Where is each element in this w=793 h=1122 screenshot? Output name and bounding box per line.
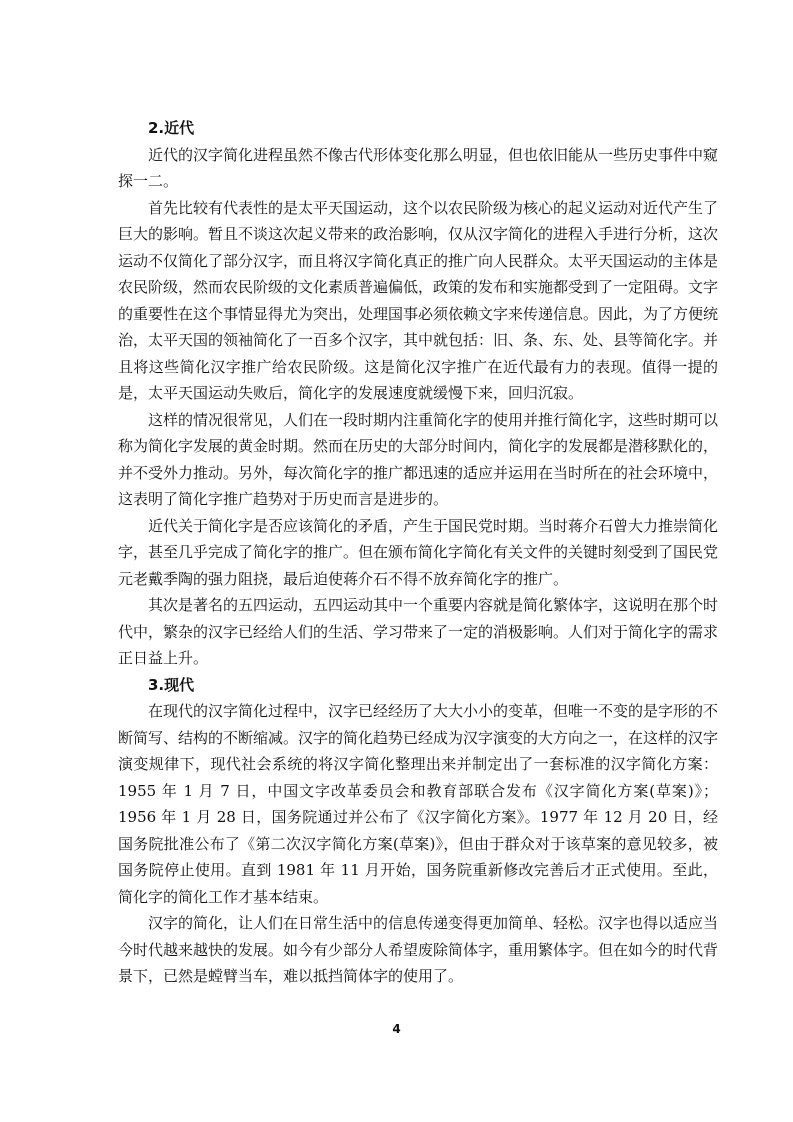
- page-content: [118, 115, 718, 990]
- section-heading-modern-era: 2.近代: [148, 119, 195, 137]
- paragraph: 首先比较有代表性的是太平天国运动，这个以农民阶级为核心的起义运动对近代产生了巨大的影响。暂且不谈这次起义带来的政治影响，仅从汉字简化的进程入手进行分析，这次运动不仅简化了部分汉字，而且将汉字简化真正的推广向人民群众。太平天国运动的主体是农民阶级，然而农民阶级的文化素质普遍偏低，政策的发布和实施都受到了一定阻碍。文字的重要性在这个事情显得尤为突出，处理国事必须依赖文字来传递信息。因此，为了方便统治，太平天国的领袖简化了一百多个汉字，其中就包括：旧、条、东、处、县等简化字。并且将这些简化汉字推广给农民阶级。这是简化汉字推广在近代最有力的表现。值得一提的是，太平天国运动失败后，简化字的发展速度就缓慢下来，回归沉寂。: [118, 198, 719, 402]
- section-heading-contemporary-era: 3.现代: [148, 675, 195, 694]
- page-number: 4: [392, 1022, 401, 1036]
- paragraph: 近代的汉字简化进程虽然不像古代形体变化那么明显，但也依旧能从一些历史事件中窥探一二。: [118, 145, 719, 190]
- paragraph: 近代关于简化字是否应该简化的矛盾，产生于国民党时期。当时蒋介石曾大力推崇简化字，甚至几乎完成了简化字的推广。但在颁布简化字简化有关文件的关键时刻受到了国民党元老戴季陶的强力阻挠，最后迫使蒋介石不得不放弃简化字的推广。: [118, 516, 719, 588]
- paragraph: 这样的情况很常见，人们在一段时期内注重简化字的使用并推行简化字，这些时期可以称为简化字发展的黄金时期。然而在历史的大部分时间内，简化字的发展都是潜移默化的，并不受外力推动。另外，每次简化字的推广都迅速的适应并运用在当时所在的社会环境中，这表明了简化字推广趋势对于历史而言是进步的。: [118, 410, 719, 508]
- paragraph: 在现代的汉字简化过程中，汉字已经经历了大大小小的变革，但唯一不变的是字形的不断简写、结构的不断缩减。汉字的简化趋势已经成为汉字演变的大方向之一，在这样的汉字演变规律下，现代社会系统的将汉字简化整理出来并制定出了一套标准的汉字简化方案：1955 年 1 月 7 日，中国文字改革委员会和教育部联合发布《汉字简化方案(草案)》；1956 年 1 月 28 日，国务院通过并公布了《汉字简化方案》。1977 年 12 月 20 日，经国务院批准公布了《第二次汉字简化方案(草案)》，但由于群众对于该草案的意见较多，被国务院停止使用。直到 1981 年 11 月开始，国务院重新修改完善后才正式使用。至此，简化字的简化工作才基本结束。: [118, 702, 719, 906]
- paragraph: 其次是著名的五四运动，五四运动其中一个重要内容就是简化繁体字，这说明在那个时代中，繁杂的汉字已经给人们的生活、学习带来了一定的消极影响。人们对于简化字的需求正日益上升。: [118, 596, 719, 667]
- paragraph: 汉字的简化，让人们在日常生活中的信息传递变得更加简单、轻松。汉字也得以适应当今时代越来越快的发展。如今有少部分人希望废除简体字，重用繁体字。但在如今的时代背景下，已然是螳臂当车，难以抵挡简体字的使用了。: [118, 914, 719, 985]
